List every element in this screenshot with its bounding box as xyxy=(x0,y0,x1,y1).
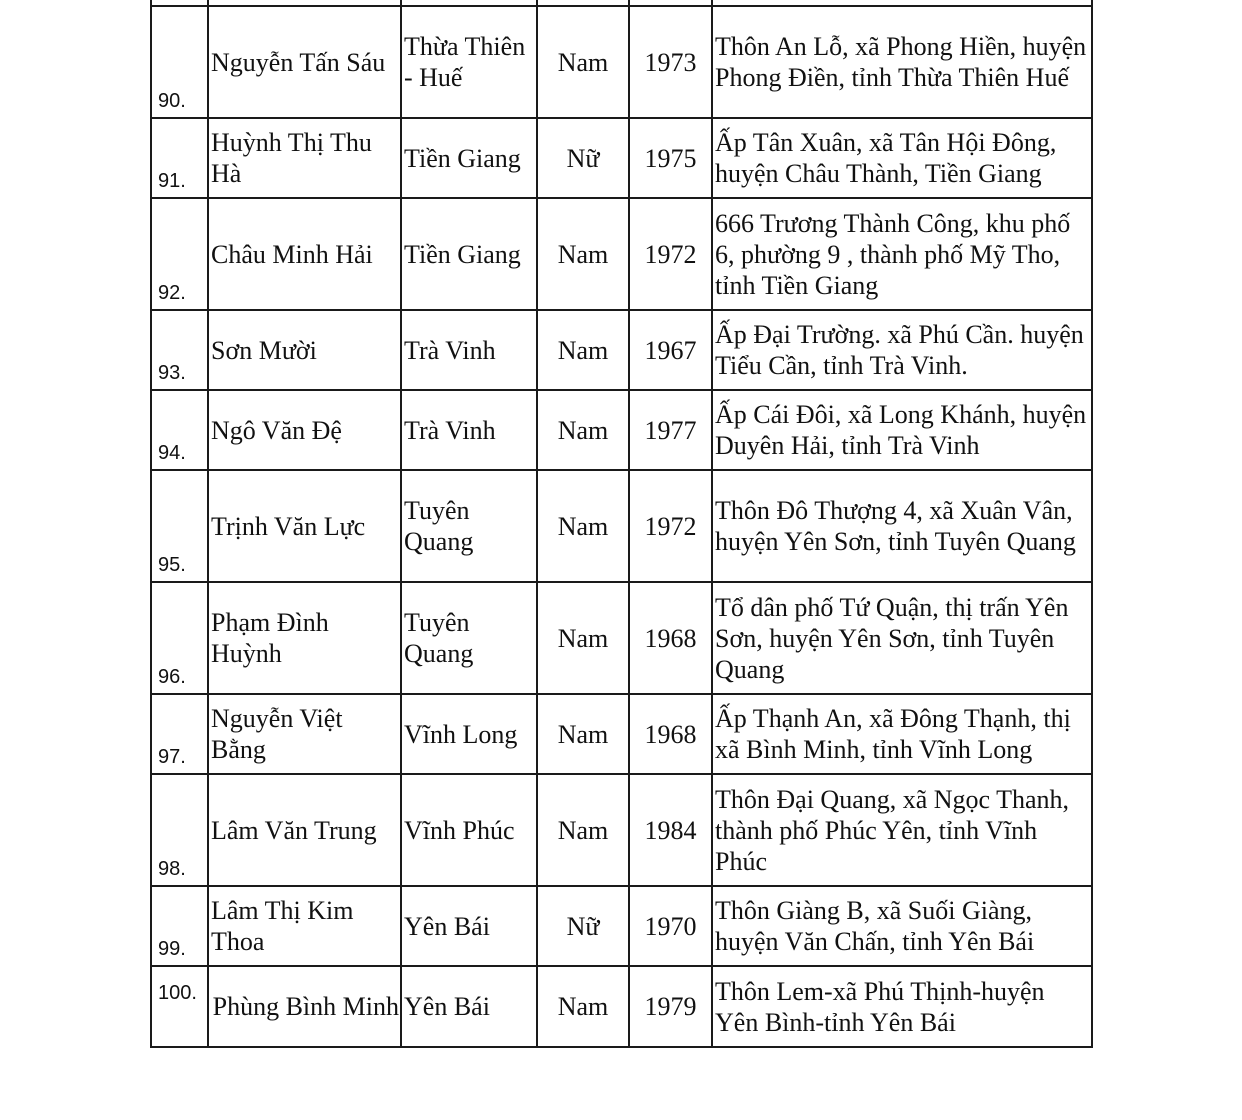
person-name: Lâm Thị Kim Thoa xyxy=(208,886,401,966)
row-number: 95. xyxy=(151,470,208,582)
address: Thôn An Lỗ, xã Phong Hiền, huyện Phong Điền, tỉnh Thừa Thiên Huế xyxy=(712,6,1092,118)
address: Ấp Tân Xuân, xã Tân Hội Đông, huyện Châu Thành, Tiền Giang xyxy=(712,118,1092,198)
row-number: 96. xyxy=(151,582,208,694)
gender: Nam xyxy=(537,390,629,470)
row-number: 90. xyxy=(151,6,208,118)
table-row xyxy=(151,694,1092,774)
person-name: Sơn Mười xyxy=(208,310,401,390)
birth-year: 1984 xyxy=(629,774,712,886)
province: Vĩnh Long xyxy=(401,694,537,774)
birth-year: 1977 xyxy=(629,390,712,470)
birth-year: 1967 xyxy=(629,310,712,390)
province: Tiền Giang xyxy=(401,118,537,198)
gender: Nam xyxy=(537,966,629,1047)
person-name: Trịnh Văn Lực xyxy=(208,470,401,582)
row-number: 98. xyxy=(151,774,208,886)
province: Yên Bái xyxy=(401,886,537,966)
birth-year: 1972 xyxy=(629,198,712,310)
birth-year: 1979 xyxy=(629,966,712,1047)
table-row xyxy=(151,118,1092,198)
province: Tuyên Quang xyxy=(401,582,537,694)
person-name: Nguyễn Việt Bằng xyxy=(208,694,401,774)
address: Thôn Đô Thượng 4, xã Xuân Vân, huyện Yên Sơn, tỉnh Tuyên Quang xyxy=(712,470,1092,582)
address: Ấp Cái Đôi, xã Long Khánh, huyện Duyên Hải, tỉnh Trà Vinh xyxy=(712,390,1092,470)
address: Thôn Giàng B, xã Suối Giàng, huyện Văn Chấn, tỉnh Yên Bái xyxy=(712,886,1092,966)
address: Thôn Lem-xã Phú Thịnh-huyện Yên Bình-tỉnh Yên Bái xyxy=(712,966,1092,1047)
table-row xyxy=(151,470,1092,582)
row-number: 91. xyxy=(151,118,208,198)
person-name: Châu Minh Hải xyxy=(208,198,401,310)
birth-year: 1968 xyxy=(629,582,712,694)
address: Ấp Đại Trường. xã Phú Cần. huyện Tiểu Cần, tỉnh Trà Vinh. xyxy=(712,310,1092,390)
province: Tuyên Quang xyxy=(401,470,537,582)
birth-year: 1973 xyxy=(629,6,712,118)
province: Yên Bái xyxy=(401,966,537,1047)
gender: Nam xyxy=(537,198,629,310)
gender: Nam xyxy=(537,582,629,694)
row-number: 97. xyxy=(151,694,208,774)
birth-year: 1970 xyxy=(629,886,712,966)
province: Trà Vinh xyxy=(401,310,537,390)
table-row xyxy=(151,6,1092,118)
province: Trà Vinh xyxy=(401,390,537,470)
person-name: Nguyễn Tấn Sáu xyxy=(208,6,401,118)
table-row xyxy=(151,310,1092,390)
birth-year: 1975 xyxy=(629,118,712,198)
address: Thôn Đại Quang, xã Ngọc Thanh, thành phố Phúc Yên, tỉnh Vĩnh Phúc xyxy=(712,774,1092,886)
honoree-table xyxy=(150,0,1093,1048)
gender: Nữ xyxy=(537,118,629,198)
row-number: 93. xyxy=(151,310,208,390)
person-name: Phùng Bình Minh xyxy=(208,966,401,1047)
address: Tổ dân phố Tứ Quận, thị trấn Yên Sơn, huyện Yên Sơn, tỉnh Tuyên Quang xyxy=(712,582,1092,694)
birth-year: 1968 xyxy=(629,694,712,774)
person-name: Huỳnh Thị Thu Hà xyxy=(208,118,401,198)
gender: Nam xyxy=(537,470,629,582)
row-number: 100. xyxy=(151,966,208,1047)
person-name: Lâm Văn Trung xyxy=(208,774,401,886)
birth-year: 1972 xyxy=(629,470,712,582)
address: Ấp Thạnh An, xã Đông Thạnh, thị xã Bình Minh, tỉnh Vĩnh Long xyxy=(712,694,1092,774)
table-row xyxy=(151,582,1092,694)
row-number: 94. xyxy=(151,390,208,470)
table-row xyxy=(151,774,1092,886)
table-row xyxy=(151,966,1092,1047)
person-name: Phạm Đình Huỳnh xyxy=(208,582,401,694)
gender: Nữ xyxy=(537,886,629,966)
row-number: 99. xyxy=(151,886,208,966)
document-page xyxy=(150,0,1093,1048)
gender: Nam xyxy=(537,6,629,118)
row-number: 92. xyxy=(151,198,208,310)
province: Thừa Thiên - Huế xyxy=(401,6,537,118)
table-row xyxy=(151,886,1092,966)
person-name: Ngô Văn Đệ xyxy=(208,390,401,470)
table-row xyxy=(151,198,1092,310)
gender: Nam xyxy=(537,774,629,886)
gender: Nam xyxy=(537,694,629,774)
table-row xyxy=(151,390,1092,470)
address: 666 Trương Thành Công, khu phố 6, phường 9 , thành phố Mỹ Tho, tỉnh Tiền Giang xyxy=(712,198,1092,310)
gender: Nam xyxy=(537,310,629,390)
province: Vĩnh Phúc xyxy=(401,774,537,886)
province: Tiền Giang xyxy=(401,198,537,310)
